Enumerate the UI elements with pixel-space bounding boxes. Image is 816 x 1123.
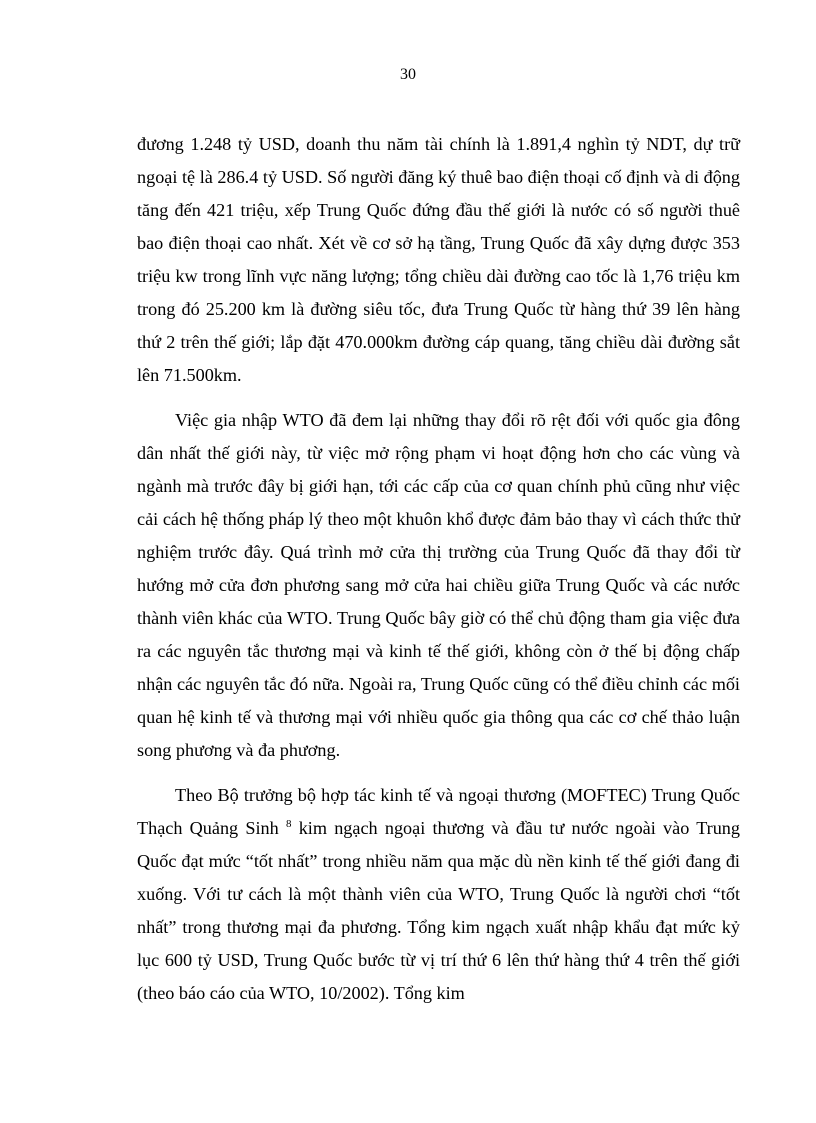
paragraph-wto-accession: Việc gia nhập WTO đã đem lại những thay đổi rõ rệt đối với quốc gia đông dân nhất thế giới này, từ việc mở rộng phạm vi hoạt động hơn cho các vùng và ngành mà trước đây bị giới hạn, tới các cấp của cơ quan chính phủ cũng như việc cải cách hệ thống pháp lý theo một khuôn khổ được đảm bảo thay vì cách thức thử nghiệm trước đây. Quá trình mở cửa thị trường của Trung Quốc đã thay đổi từ hướng mở cửa đơn phương sang mở cửa hai chiều giữa Trung Quốc và các nước thành viên khác của WTO. Trung Quốc bây giờ có thể chủ động tham gia việc đưa ra các nguyên tắc thương mại và kinh tế thế giới, không còn ở thế bị động chấp nhận các nguyên tắc đó nữa. Ngoài ra, Trung Quốc cũng có thể điều chỉnh các mối quan hệ kinh tế và thương mại với nhiều quốc gia thông qua các cơ chế thảo luận song phương và đa phương.	[137, 410, 740, 760]
paragraph-moftec-text-after: kim ngạch ngoại thương và đầu tư nước ngoài vào Trung Quốc đạt mức “tốt nhất” trong nhiều năm qua mặc dù nền kinh tế thế giới đang đi xuống. Với tư cách là một thành viên của WTO, Trung Quốc là người chơi “tốt nhất” trong thương mại đa phương. Tổng kim ngạch xuất nhập khẩu đạt mức kỷ lục 600 tỷ USD, Trung Quốc bước từ vị trí thứ 6 lên thứ hàng thứ 4 trên thế giới (theo báo cáo của WTO, 10/2002). Tổng kim	[137, 818, 740, 1003]
body-text	[137, 128, 740, 1010]
footnote-reference[interactable]: 8	[285, 818, 292, 830]
paragraph-moftec-text-before: Theo Bộ trưởng bộ hợp tác kinh tế và ngoại thương (MOFTEC) Trung Quốc Thạch Quảng Sinh	[137, 785, 740, 838]
paragraph-continuation: đương 1.248 tỷ USD, doanh thu năm tài chính là 1.891,4 nghìn tỷ NDT, dự trữ ngoại tệ là 286.4 tỷ USD. Số người đăng ký thuê bao điện thoại cố định và di động tăng đến 421 triệu, xếp Trung Quốc đứng đầu thế giới là nước có số người thuê bao điện thoại cao nhất. Xét về cơ sở hạ tầng, Trung Quốc đã xây dựng được 353 triệu kw trong lĩnh vực năng lượng; tổng chiều dài đường cao tốc là 1,76 triệu km trong đó 25.200 km là đường siêu tốc, đưa Trung Quốc từ hàng thứ 39 lên hàng thứ 2 trên thế giới; lắp đặt 470.000km đường cáp quang, tăng chiều dài đường sắt lên 71.500km.	[137, 134, 740, 385]
paragraph-moftec	[137, 779, 740, 1010]
page-number: 30	[400, 66, 416, 83]
